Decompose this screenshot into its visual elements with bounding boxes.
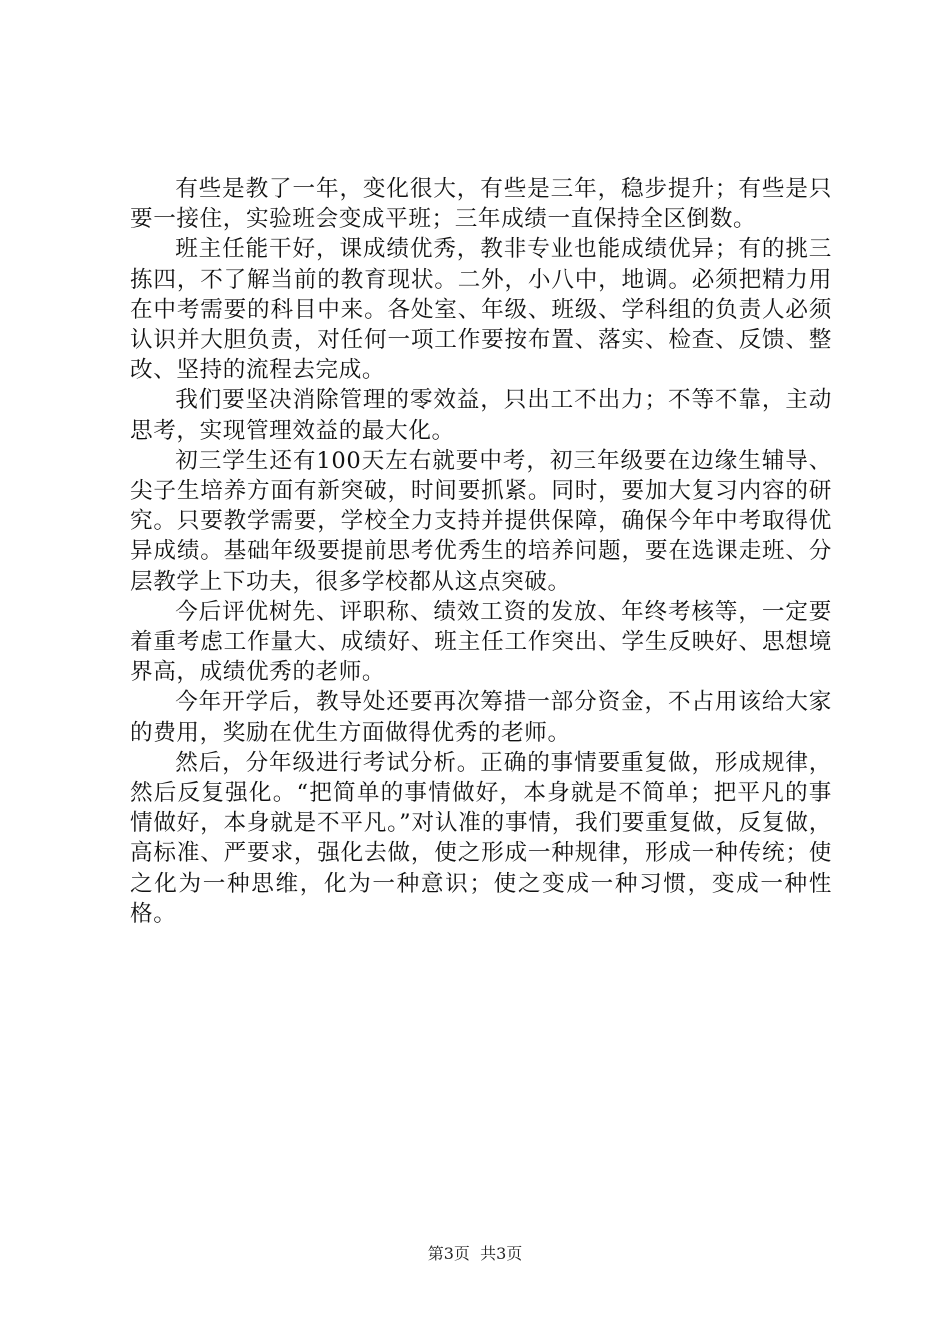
paragraph: 今年开学后，教导处还要再次筹措一部分资金，不占用该给大家的费用，奖励在优生方面做得优秀的老师。 [130,689,832,746]
paragraph: 班主任能干好，课成绩优秀，教非专业也能成绩优异；有的挑三拣四，不了解当前的教育现状。二外，小八中，地调。必须把精力用在中考需要的科目中来。各处室、年级、班级、学科组的负责人必须认识并大胆负责，对任何一项工作要按布置、落实、检查、反馈、整改、坚持的流程去完成。 [130,236,832,384]
paragraph: 我们要坚决消除管理的零效益，只出工不出力；不等不靠，主动思考，实现管理效益的最大化。 [130,387,832,444]
page-number-label: 第3页 共3页 [427,1244,523,1263]
page-footer [0,1244,950,1264]
paragraph: 有些是教了一年，变化很大，有些是三年，稳步提升；有些是只要一接住，实验班会变成平班；三年成绩一直保持全区倒数。 [130,176,832,233]
paragraph: 然后，分年级进行考试分析。正确的事情要重复做，形成规律，然后反复强化。“把简单的事情做好，本身就是不简单；把平凡的事情做好，本身就是不平凡。”对认准的事情，我们要重复做，反复做，高标准、严要求，强化去做，使之形成一种规律，形成一种传统；使之化为一种思维，化为一种意识；使之变成一种习惯，变成一种性格。 [130,749,832,927]
paragraph: 初三学生还有100天左右就要中考，初三年级要在边缘生辅导、尖子生培养方面有新突破，时间要抓紧。同时，要加大复习内容的研究。只要教学需要，学校全力支持并提供保障，确保今年中考取得优异成绩。基础年级要提前思考优秀生的培养问题，要在选课走班、分层教学上下功夫，很多学校都从这点突破。 [130,447,832,595]
paragraph: 今后评优树先、评职称、绩效工资的发放、年终考核等，一定要着重考虑工作量大、成绩好、班主任工作突出、学生反映好、思想境界高，成绩优秀的老师。 [130,598,832,686]
document-body [130,174,832,929]
